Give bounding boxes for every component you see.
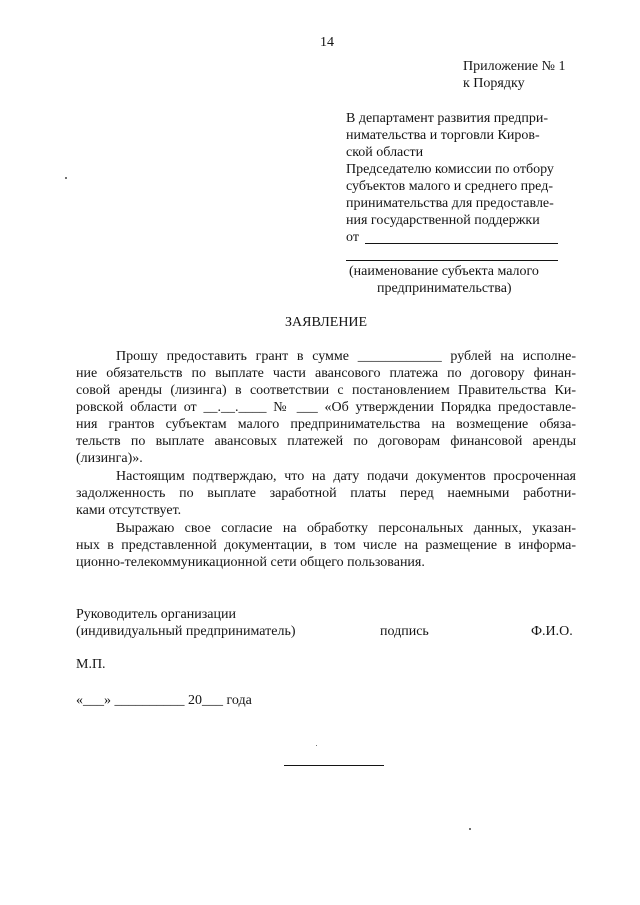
head-subtitle: (индивидуальный предприниматель) (76, 624, 296, 639)
body-line: Прошу предоставить грант в сумме ____________ рублей на исполне- (116, 349, 576, 364)
scan-speck (316, 745, 317, 746)
head-title: Руководитель организации (76, 607, 236, 622)
signature-label: подпись (380, 624, 429, 639)
name-underline (346, 260, 558, 261)
body-line: задолженность по выплате заработной платы перед наемными работни- (76, 486, 576, 501)
body-line: ние обязательств по выплате части авансового платежа по договору финан- (76, 366, 576, 381)
addressee-line: субъектов малого и среднего пред- (346, 179, 553, 194)
scan-speck (469, 828, 471, 830)
page-number: 14 (320, 35, 334, 50)
addressee-line: Председателю комиссии по отбору (346, 162, 554, 177)
body-line: ками отсутствует. (76, 503, 182, 518)
stamp-label: М.П. (76, 657, 106, 672)
addressee-line: ния государственной поддержки (346, 213, 540, 228)
from-underline (365, 243, 558, 244)
body-line: (лизинга)». (76, 451, 143, 466)
caption-line: предпринимательства) (377, 281, 512, 296)
caption-line: (наименование субъекта малого (349, 264, 539, 279)
body-line: Настоящим подтверждаю, что на дату подачи документов просроченная (116, 469, 576, 484)
body-line: тельств по выплате авансовых платежей по договорам финансовой аренды (76, 434, 576, 449)
body-line: ровской области от __.__.____ № ___ «Об утверждении Порядка предоставле- (76, 400, 576, 415)
closing-divider (284, 765, 384, 766)
document-title: ЗАЯВЛЕНИЕ (285, 315, 368, 330)
addressee-line: принимательства для предоставле- (346, 196, 554, 211)
body-line: ния грантов субъектам малого предпринимательства на возмещение обяза- (76, 417, 576, 432)
date-line: «___» __________ 20___ года (76, 693, 252, 708)
addressee-line: В департамент развития предпри- (346, 111, 549, 126)
body-line: Выражаю свое согласие на обработку персональных данных, указан- (116, 521, 576, 536)
appendix-subtitle: к Порядку (463, 76, 525, 91)
full-name-label: Ф.И.О. (531, 624, 573, 639)
addressee-line: нимательства и торговли Киров- (346, 128, 540, 143)
body-line: ционно-телекоммуникационной сети общего пользования. (76, 555, 425, 570)
appendix-title: Приложение № 1 (463, 59, 566, 74)
body-line: ных в представленной документации, в том числе на размещение в информа- (76, 538, 576, 553)
from-label: от (346, 230, 359, 245)
addressee-line: ской области (346, 145, 424, 160)
body-line: совой аренды (лизинга) в соответствии с постановлением Правительства Ки- (76, 383, 576, 398)
scan-speck (65, 177, 67, 179)
